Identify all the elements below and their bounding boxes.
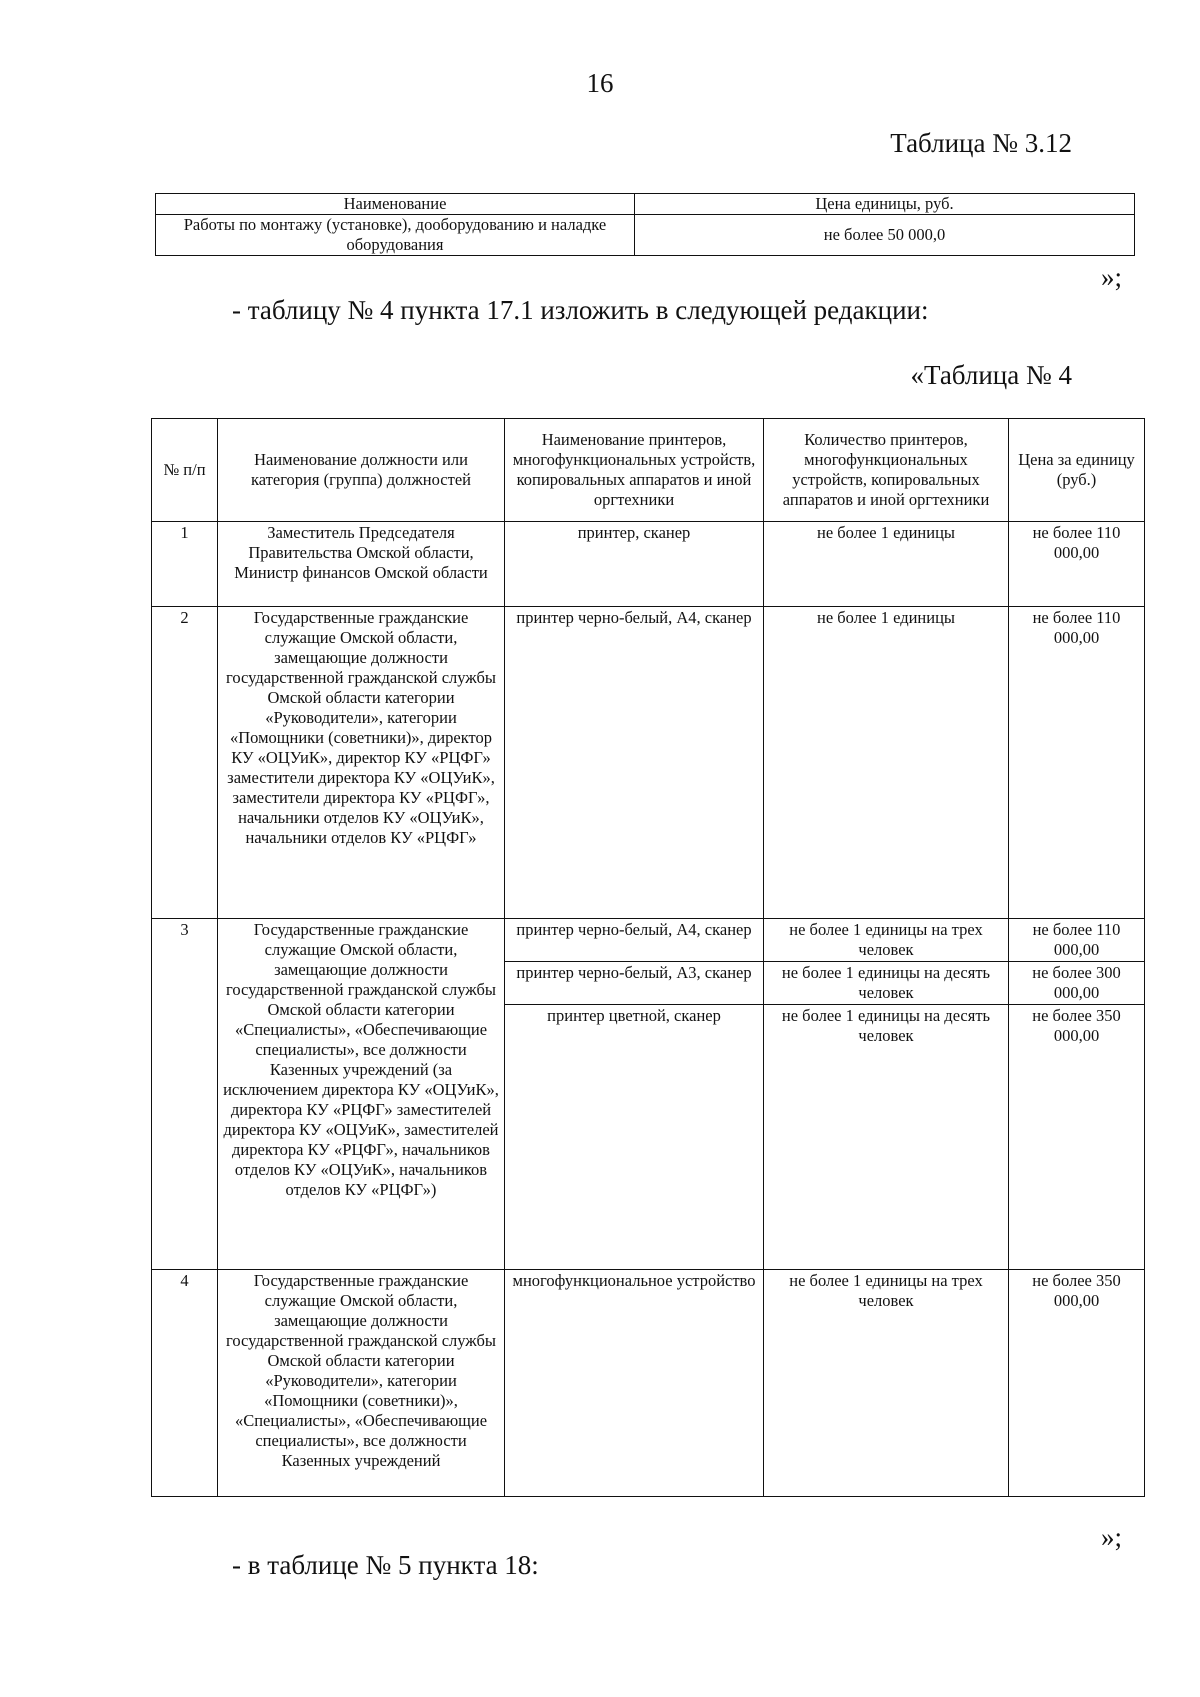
- instruction-table-4: - таблицу № 4 пункта 17.1 изложить в следующей редакции:: [232, 295, 929, 325]
- instruction-table-5: - в таблице № 5 пункта 18:: [232, 1550, 539, 1580]
- table-312-row: [156, 215, 1135, 256]
- row-number: 3: [152, 919, 218, 1270]
- table-312-cell-name: Работы по монтажу (установке), дооборудованию и наладке оборудования: [156, 215, 635, 256]
- table-row: [152, 522, 1145, 607]
- row-position: Государственные гражданские служащие Омской области, замещающие должности государственной гражданской службы Омской области категории «Специалисты», «Обеспечивающие специалисты», все должности Казенных учреждений (за исключением директора КУ «ОЦУиК», директора КУ «РЦФГ» заместителей директора КУ «ОЦУиК», заместителей директора КУ «РЦФГ», начальников отделов КУ «ОЦУиК», начальников отделов КУ «РЦФГ»): [218, 919, 505, 1270]
- table-312-caption: Таблица № 3.12: [890, 128, 1072, 158]
- row-device: принтер, сканер: [505, 522, 764, 607]
- row-price: не более 300 000,00: [1009, 962, 1145, 1005]
- table-row: [152, 1270, 1145, 1497]
- table-4: [151, 418, 1145, 1497]
- row-position: Государственные гражданские служащие Омской области, замещающие должности государственной гражданской службы Омской области категории «Руководители», категории «Помощники (советники)», «Специалисты», «Обеспечивающие специалисты», все должности Казенных учреждений: [218, 1270, 505, 1497]
- table-312-header-row: [156, 194, 1135, 215]
- table-312-closing: »;: [1100, 262, 1122, 292]
- row-price: не более 350 000,00: [1009, 1005, 1145, 1270]
- table-row: [152, 919, 1145, 962]
- table-312-cell-price: не более 50 000,0: [635, 215, 1135, 256]
- row-position: Государственные гражданские служащие Омской области, замещающие должности государственной гражданской службы Омской области категории «Руководители», категории «Помощники (советники)», директор КУ «ОЦУиК», директор КУ «РЦФГ» заместители директора КУ «ОЦУиК», заместители директора КУ «РЦФГ», начальники отделов КУ «ОЦУиК», начальники отделов КУ «РЦФГ»: [218, 607, 505, 919]
- row-position: Заместитель Председателя Правительства Омской области, Министр финансов Омской области: [218, 522, 505, 607]
- row-device: принтер черно-белый, А4, сканер: [505, 919, 764, 962]
- table-4-header-quantity: Количество принтеров, многофункциональных устройств, копировальных аппаратов и иной оргтехники: [764, 419, 1009, 522]
- row-price: не более 110 000,00: [1009, 919, 1145, 962]
- row-quantity: не более 1 единицы на десять человек: [764, 962, 1009, 1005]
- row-quantity: не более 1 единицы на трех человек: [764, 1270, 1009, 1497]
- table-4-header-position: Наименование должности или категория (группа) должностей: [218, 419, 505, 522]
- row-device: принтер цветной, сканер: [505, 1005, 764, 1270]
- row-price: не более 110 000,00: [1009, 607, 1145, 919]
- row-number: 2: [152, 607, 218, 919]
- table-4-caption: «Таблица № 4: [910, 360, 1072, 390]
- row-quantity: не более 1 единицы: [764, 522, 1009, 607]
- row-device: принтер черно-белый, А3, сканер: [505, 962, 764, 1005]
- row-price: не более 110 000,00: [1009, 522, 1145, 607]
- table-312-header-name: Наименование: [156, 194, 635, 215]
- table-4-closing: »;: [1100, 1522, 1122, 1552]
- row-number: 4: [152, 1270, 218, 1497]
- table-row: [152, 607, 1145, 919]
- row-quantity: не более 1 единицы: [764, 607, 1009, 919]
- row-price: не более 350 000,00: [1009, 1270, 1145, 1497]
- row-quantity: не более 1 единицы на трех человек: [764, 919, 1009, 962]
- row-number: 1: [152, 522, 218, 607]
- row-device: принтер черно-белый, А4, сканер: [505, 607, 764, 919]
- table-4-header-row: [152, 419, 1145, 522]
- page-number: 16: [586, 68, 614, 98]
- table-312: [155, 193, 1135, 256]
- row-quantity: не более 1 единицы на десять человек: [764, 1005, 1009, 1270]
- table-4-header-device: Наименование принтеров, многофункциональных устройств, копировальных аппаратов и иной оргтехники: [505, 419, 764, 522]
- table-312-header-price: Цена единицы, руб.: [635, 194, 1135, 215]
- row-device: многофункциональное устройство: [505, 1270, 764, 1497]
- table-4-header-num: № п/п: [152, 419, 218, 522]
- table-4-header-price: Цена за единицу (руб.): [1009, 419, 1145, 522]
